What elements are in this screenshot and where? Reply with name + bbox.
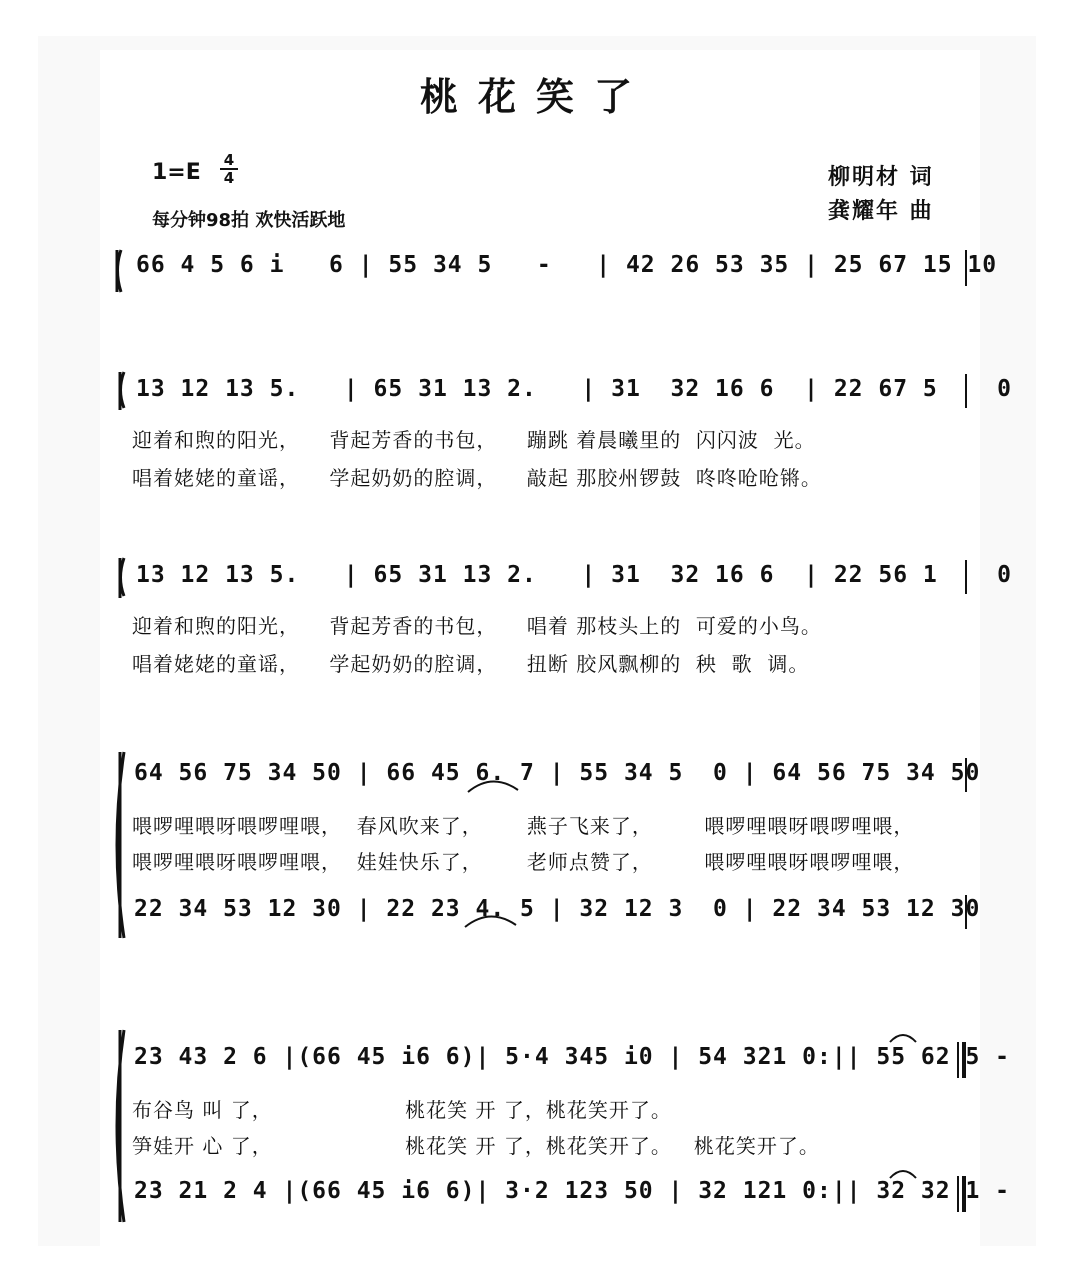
tempo-marking: 每分钟98拍 欢快活跃地: [152, 210, 346, 231]
lyrics-verse-2: 笋娃开 心 了， 桃花笑 开 了，桃花笑开了。 桃花笑开了。: [132, 1134, 820, 1158]
lyrics-verse-1: 喂啰哩喂呀喂啰哩喂， 春风吹来了， 燕子飞来了， 喂啰哩喂呀喂啰哩喂，: [132, 814, 915, 838]
notes-row: 13 12 13 5. | 65 31 13 2. | 31 32 16 6 | 22 56 1 0: [136, 562, 1012, 588]
lyrics-verse-2: 喂啰哩喂呀喂啰哩喂， 娃娃快乐了， 老师点赞了， 喂啰哩喂呀喂啰哩喂，: [132, 850, 915, 874]
time-signature-bottom: 4: [223, 169, 235, 187]
notes-row-upper: 64 56 75 34 50 | 66 45 6. 7 | 55 34 5 0 | 64 56 75 34 50: [134, 760, 981, 786]
lyrics-verse-1: 迎着和煦的阳光， 背起芳香的书包， 唱着 那枝头上的 可爱的小鸟。: [132, 614, 822, 638]
fermata: [890, 1171, 916, 1178]
notes-row-lower: 23 21 2 4 |(66 45 i6 6)| 3·2 123 50 | 32 121 0:|| 32 32 1 -: [134, 1178, 1010, 1204]
notes-row-lower: 22 34 53 12 30 | 22 23 4. 5 | 32 12 3 0 | 22 34 53 12 30: [134, 896, 981, 922]
notes-row: 13 12 13 5. | 65 31 13 2. | 31 32 16 6 | 22 67 5 0: [136, 376, 1012, 402]
lyricist-credit: 柳明材 词: [828, 165, 934, 190]
composer-credit: 龚耀年 曲: [828, 199, 934, 224]
lyrics-verse-2: 唱着姥姥的童谣， 学起奶奶的腔调， 敲起 那胶州锣鼓 咚咚呛呛锵。: [132, 466, 822, 490]
key-signature: 1=E: [152, 160, 201, 185]
time-signature-top: 4: [223, 151, 235, 169]
notes-row-upper: 23 43 2 6 |(66 45 i6 6)| 5·4 345 i0 | 54 321 0:|| 55 62 5 -: [134, 1044, 1010, 1070]
fermata: [890, 1035, 916, 1042]
lyrics-verse-2: 唱着姥姥的童谣， 学起奶奶的腔调， 扭断 胶风飘柳的 秧 歌 调。: [132, 652, 810, 676]
intro-notes: 66 4 5 6 i 6 | 55 34 5 - | 42 26 53 35 | 25 67 15 10: [136, 252, 998, 278]
lyrics-verse-1: 迎着和煦的阳光， 背起芳香的书包， 蹦跳 着晨曦里的 闪闪波 光。: [132, 428, 816, 452]
song-title: 桃花笑了: [419, 74, 652, 119]
lyrics-verse-1: 布谷鸟 叫 了， 桃花笑 开 了，桃花笑开了。: [132, 1098, 672, 1122]
